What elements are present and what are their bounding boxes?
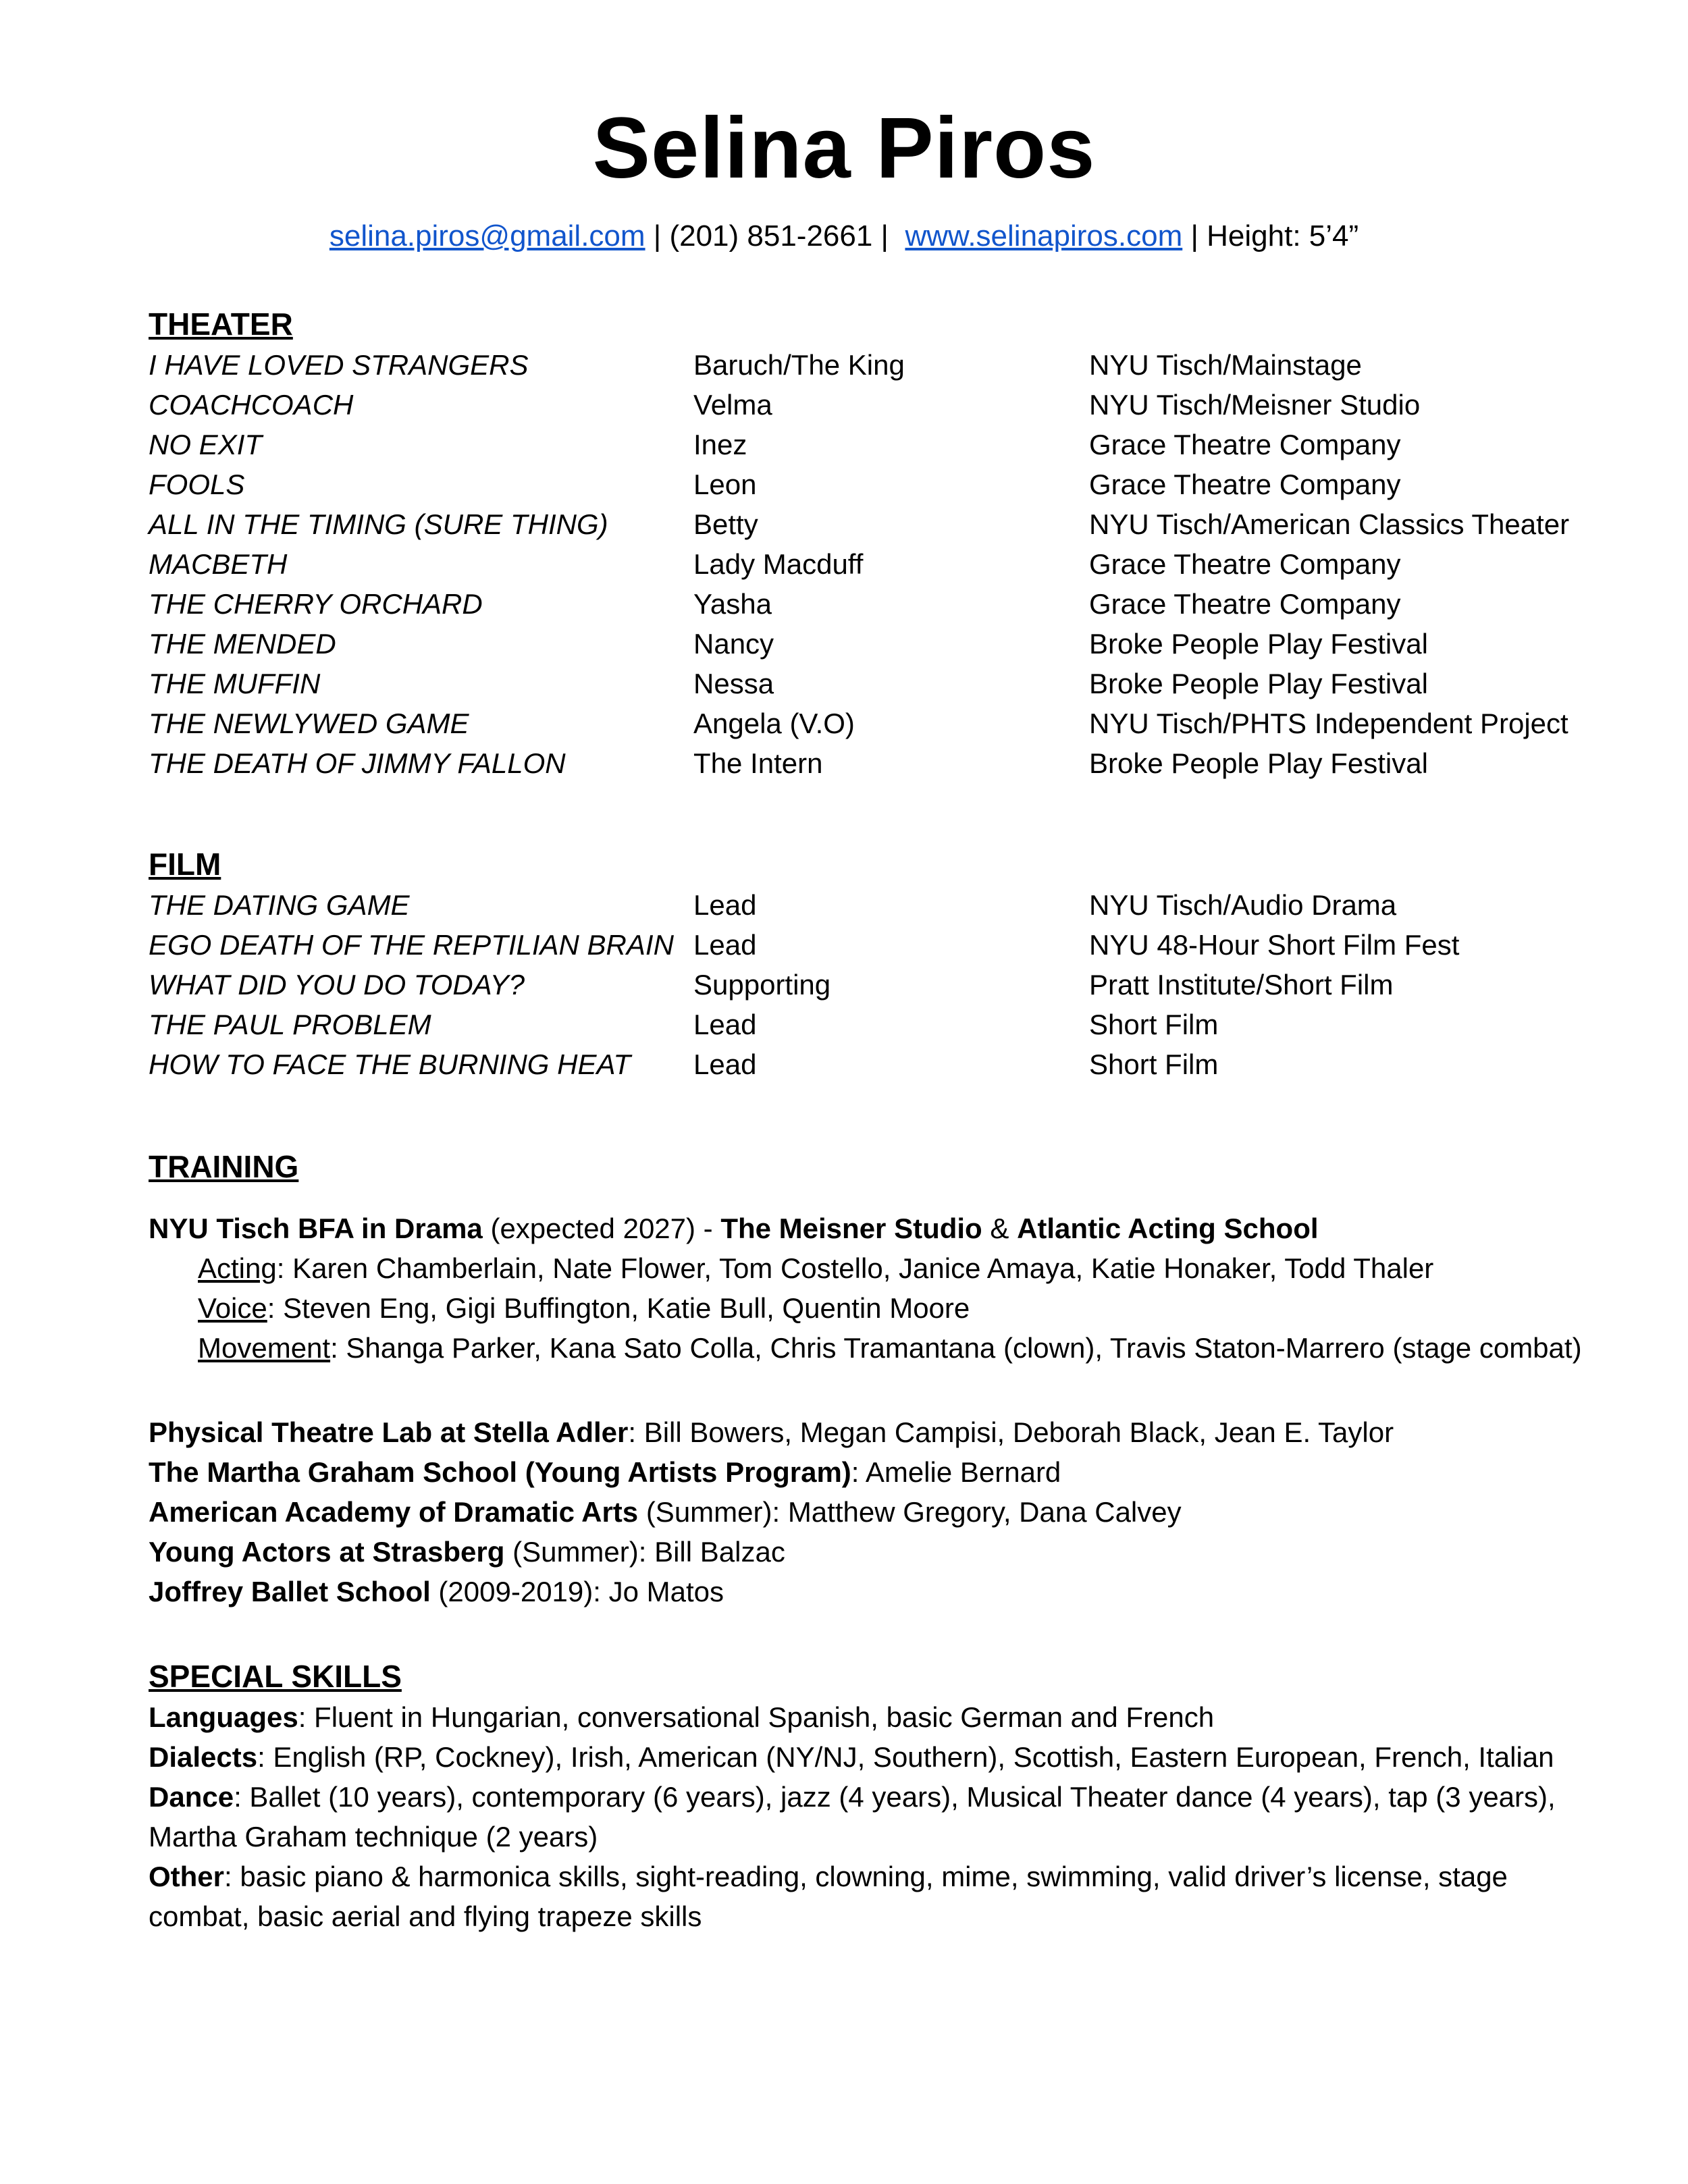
theater-credit-title: FOOLS bbox=[149, 469, 245, 500]
theater-credit-org: NYU Tisch/American Classics Theater bbox=[1089, 508, 1570, 540]
film-heading: FILM bbox=[149, 847, 221, 882]
theater-credits bbox=[149, 345, 1600, 783]
training-school-teachers: (Summer): Bill Balzac bbox=[504, 1536, 785, 1568]
film-credit-row bbox=[149, 1044, 1600, 1084]
skills-dance-label: Dance bbox=[149, 1781, 234, 1813]
film-credit-org: Short Film bbox=[1089, 1048, 1219, 1080]
training-school-name: Joffrey Ballet School bbox=[149, 1576, 431, 1607]
film-credits bbox=[149, 885, 1600, 1084]
training-school-line bbox=[149, 1412, 1394, 1452]
theater-credit-role: Baruch/The King bbox=[693, 349, 905, 381]
training-voice-label: Voice bbox=[198, 1292, 267, 1324]
training-nyu-line bbox=[149, 1208, 1319, 1248]
film-credit-org: NYU 48-Hour Short Film Fest bbox=[1089, 929, 1460, 961]
theater-credit-row bbox=[149, 345, 1600, 385]
training-school-teachers: (2009-2019): Jo Matos bbox=[430, 1576, 724, 1607]
theater-credit-title: THE CHERRY ORCHARD bbox=[149, 588, 483, 620]
theater-credit-org: NYU Tisch/PHTS Independent Project bbox=[1089, 708, 1568, 739]
skills-languages-text: : Fluent in Hungarian, conversational Spanish, basic German and French bbox=[298, 1701, 1215, 1733]
theater-heading: THEATER bbox=[149, 307, 293, 342]
training-nyu-studio1: The Meisner Studio bbox=[720, 1213, 982, 1244]
theater-credit-role: Velma bbox=[693, 389, 772, 421]
film-credit-role: Lead bbox=[693, 1009, 757, 1040]
training-school-line bbox=[149, 1532, 785, 1572]
theater-credit-title: MACBETH bbox=[149, 548, 288, 580]
theater-credit-role: Nessa bbox=[693, 668, 774, 699]
film-credit-role: Lead bbox=[693, 1048, 757, 1080]
theater-credit-org: Grace Theatre Company bbox=[1089, 469, 1401, 500]
film-credit-role: Supporting bbox=[693, 969, 831, 1001]
skills-dance-line-2: Martha Graham technique (2 years) bbox=[149, 1821, 598, 1853]
resume-name: Selina Piros bbox=[592, 100, 1096, 196]
skills-dialects-line bbox=[149, 1737, 1554, 1777]
theater-credit-row bbox=[149, 464, 1600, 504]
film-credit-title: THE DATING GAME bbox=[149, 889, 410, 921]
film-credit-title: HOW TO FACE THE BURNING HEAT bbox=[149, 1048, 631, 1080]
theater-credit-row bbox=[149, 664, 1600, 703]
skills-other-line-2: combat, basic aerial and flying trapeze skills bbox=[149, 1900, 702, 1932]
training-school-line bbox=[149, 1492, 1182, 1532]
theater-credit-title: THE MENDED bbox=[149, 628, 336, 660]
contact-phone: | (201) 851-2661 | bbox=[645, 219, 905, 252]
theater-credit-org: Broke People Play Festival bbox=[1089, 747, 1428, 779]
film-credit-row bbox=[149, 885, 1600, 925]
training-movement-text: : Shanga Parker, Kana Sato Colla, Chris Tramantana (clown), Travis Staton-Marrero (stage combat) bbox=[330, 1332, 1582, 1364]
theater-credit-row bbox=[149, 624, 1600, 664]
theater-credit-title: COACHCOACH bbox=[149, 389, 354, 421]
training-voice-line bbox=[198, 1288, 970, 1328]
film-credit-role: Lead bbox=[693, 889, 757, 921]
skills-dialects-text: : English (RP, Cockney), Irish, American (NY/NJ, Southern), Scottish, Eastern European, French, Italian bbox=[257, 1741, 1554, 1773]
training-school-name: Young Actors at Strasberg bbox=[149, 1536, 505, 1568]
training-school-line bbox=[149, 1452, 1061, 1492]
contact-line bbox=[0, 217, 1688, 255]
theater-credit-org: Broke People Play Festival bbox=[1089, 628, 1428, 660]
theater-credit-row bbox=[149, 743, 1600, 783]
contact-height: | Height: 5’4” bbox=[1182, 219, 1359, 252]
skills-heading: SPECIAL SKILLS bbox=[149, 1659, 402, 1694]
film-credit-org: NYU Tisch/Audio Drama bbox=[1089, 889, 1397, 921]
training-school-name: American Academy of Dramatic Arts bbox=[149, 1496, 639, 1528]
skills-other-label: Other bbox=[149, 1861, 225, 1892]
theater-credit-role: Nancy bbox=[693, 628, 774, 660]
training-school-teachers: : Bill Bowers, Megan Campisi, Deborah Black, Jean E. Taylor bbox=[628, 1416, 1394, 1448]
theater-credit-role: Leon bbox=[693, 469, 757, 500]
theater-credit-role: Betty bbox=[693, 508, 758, 540]
theater-credit-title: THE DEATH OF JIMMY FALLON bbox=[149, 747, 566, 779]
theater-credit-title: ALL IN THE TIMING (SURE THING) bbox=[149, 508, 608, 540]
training-movement-label: Movement bbox=[198, 1332, 331, 1364]
training-nyu-amp: & bbox=[982, 1213, 1018, 1244]
film-credit-org: Pratt Institute/Short Film bbox=[1089, 969, 1394, 1001]
website-link[interactable]: www.selinapiros.com bbox=[905, 219, 1183, 252]
film-credit-org: Short Film bbox=[1089, 1009, 1219, 1040]
theater-credit-org: Grace Theatre Company bbox=[1089, 588, 1401, 620]
skills-dance-text: : Ballet (10 years), contemporary (6 years), jazz (4 years), Musical Theater dance (4 years), tap (3 years), bbox=[234, 1781, 1556, 1813]
skills-dance-line bbox=[149, 1777, 1556, 1817]
theater-credit-role: Angela (V.O) bbox=[693, 708, 855, 739]
training-nyu-school: NYU Tisch BFA in Drama bbox=[149, 1213, 483, 1244]
film-credit-row bbox=[149, 1005, 1600, 1044]
theater-credit-org: Grace Theatre Company bbox=[1089, 429, 1401, 460]
theater-credit-title: THE MUFFIN bbox=[149, 668, 321, 699]
film-credit-row bbox=[149, 925, 1600, 965]
film-credit-title: EGO DEATH OF THE REPTILIAN BRAIN bbox=[149, 929, 674, 961]
skills-languages-line bbox=[149, 1697, 1214, 1737]
theater-credit-row bbox=[149, 385, 1600, 425]
theater-credit-title: I HAVE LOVED STRANGERS bbox=[149, 349, 529, 381]
film-credit-role: Lead bbox=[693, 929, 757, 961]
training-school-teachers: (Summer): Matthew Gregory, Dana Calvey bbox=[638, 1496, 1182, 1528]
theater-credit-title: THE NEWLYWED GAME bbox=[149, 708, 469, 739]
skills-languages-label: Languages bbox=[149, 1701, 298, 1733]
email-link[interactable]: selina.piros@gmail.com bbox=[329, 219, 645, 252]
theater-credit-role: The Intern bbox=[693, 747, 823, 779]
training-nyu-studio2: Atlantic Acting School bbox=[1017, 1213, 1319, 1244]
theater-credit-row bbox=[149, 703, 1600, 743]
training-school-name: Physical Theatre Lab at Stella Adler bbox=[149, 1416, 629, 1448]
film-credit-title: WHAT DID YOU DO TODAY? bbox=[149, 969, 525, 1001]
training-school-teachers: : Amelie Bernard bbox=[851, 1456, 1061, 1488]
training-voice-text: : Steven Eng, Gigi Buffington, Katie Bull, Quentin Moore bbox=[267, 1292, 970, 1324]
theater-credit-row bbox=[149, 584, 1600, 624]
theater-credit-org: NYU Tisch/Meisner Studio bbox=[1089, 389, 1421, 421]
theater-credit-role: Yasha bbox=[693, 588, 772, 620]
theater-credit-org: Grace Theatre Company bbox=[1089, 548, 1401, 580]
training-heading: TRAINING bbox=[149, 1149, 299, 1184]
skills-other-line bbox=[149, 1857, 1508, 1896]
film-credit-title: THE PAUL PROBLEM bbox=[149, 1009, 431, 1040]
training-acting-label: Acting bbox=[198, 1252, 277, 1284]
training-school-name: The Martha Graham School (Young Artists Program) bbox=[149, 1456, 851, 1488]
skills-dialects-label: Dialects bbox=[149, 1741, 258, 1773]
training-school-line bbox=[149, 1572, 724, 1612]
theater-credit-role: Lady Macduff bbox=[693, 548, 864, 580]
theater-credit-role: Inez bbox=[693, 429, 747, 460]
theater-credit-row bbox=[149, 544, 1600, 584]
film-credit-row bbox=[149, 965, 1600, 1005]
training-movement-line bbox=[198, 1328, 1582, 1368]
theater-credit-org: Broke People Play Festival bbox=[1089, 668, 1428, 699]
theater-credit-title: NO EXIT bbox=[149, 429, 263, 460]
training-acting-text: : Karen Chamberlain, Nate Flower, Tom Costello, Janice Amaya, Katie Honaker, Todd Thaler bbox=[276, 1252, 1434, 1284]
theater-credit-row bbox=[149, 504, 1600, 544]
theater-credit-row bbox=[149, 425, 1600, 464]
theater-credit-org: NYU Tisch/Mainstage bbox=[1089, 349, 1362, 381]
training-nyu-expected: (expected 2027) - bbox=[482, 1213, 721, 1244]
training-acting-line bbox=[198, 1248, 1433, 1288]
skills-other-text: : basic piano & harmonica skills, sight-reading, clowning, mime, swimming, valid driver’s license, stage bbox=[224, 1861, 1508, 1892]
